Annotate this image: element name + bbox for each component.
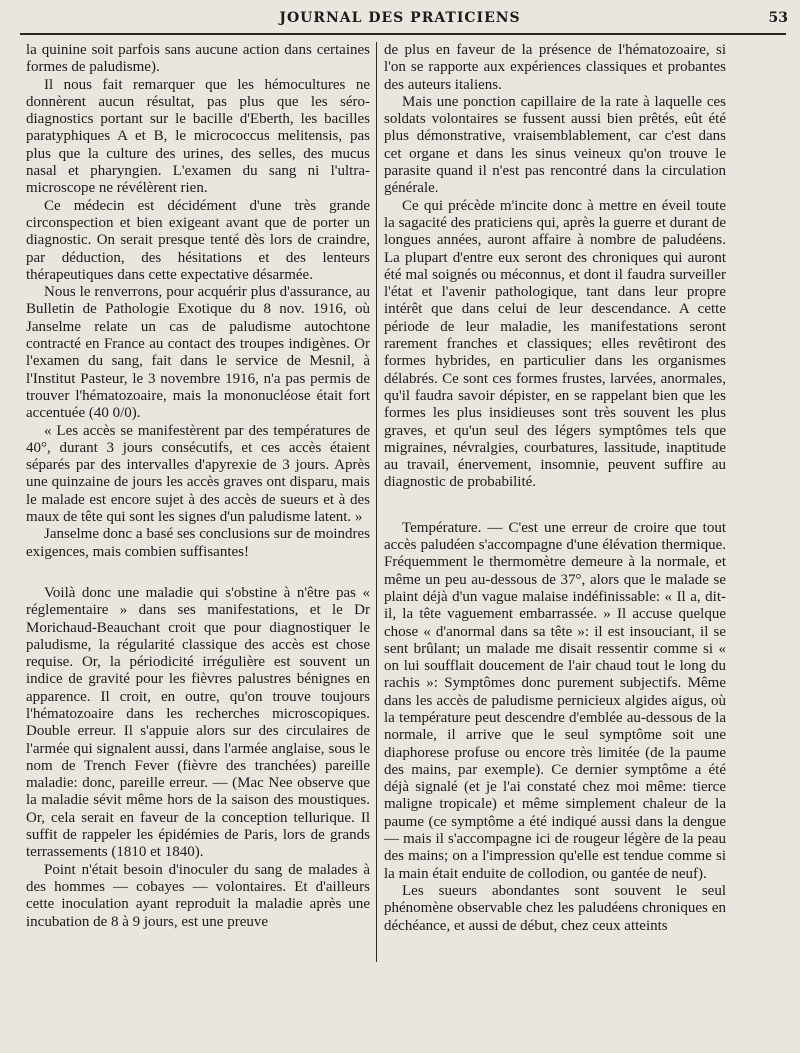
running-header (0, 6, 800, 32)
paragraph: Ce médecin est décidément d'une très grande circonspection et bien exigeant avant que de porter un diagnostic. On serait presque tenté dès lors de craindre, par déduction, des hésitations et des lenteurs thérapeutiques dans cette expectative désarmée. (26, 197, 370, 283)
header-rule (20, 33, 786, 35)
paragraph: Ce qui précède m'incite donc à mettre en éveil toute la sagacité des praticiens qui, après la guerre et durant de longues années, auront affaire à nombre de paludéens. La plupart d'entre eux seront des chroniques qui auront été mal soignés ou méconnus, et dont il faudra surveiller l'état et l'avenir pathologique, tant dans leur propre intérêt que dans celui de leur descendance. A cette période de leur maladie, les manifestations seront rarement franches et classiques; elles revêtiront des formes hybrides, en particulier dans les organismes délabrés. Ce sont ces formes frustes, larvées, anormales, qu'il faudra savoir dépister, en se rappelant bien que les formes les plus insidieuses sont très souvent les plus graves, et qu'un seul des légers symptômes tels que migraines, névralgies, courbatures, lassitude, inaptitude au travail, énervement, insomnie, peuvent suffire au diagnostic de probabilité. (384, 197, 726, 491)
paragraph: Il nous fait remarquer que les hémocultures ne donnèrent aucun résultat, pas plus que les séro-diagnostics portant sur le bacille d'Eberth, les bacilles paratyphiques A et B, le micrococcus melitensis, pas plus que la culture des urines, des selles, des mucus nasal et pharyngien. L'examen du sang ni l'ultra-microscope ne révélèrent rien. (26, 76, 370, 197)
left-column (26, 42, 370, 931)
paragraph: de plus en faveur de la présence de l'hématozoaire, si l'on se rapporte aux expériences classiques et probantes des auteurs italiens. (384, 42, 726, 93)
paragraph: Les sueurs abondantes sont souvent le seul phénomène observable chez les paludéens chroniques en déchéance, et aussi de début, chez ceux atteints (384, 882, 726, 934)
column-divider (376, 42, 377, 962)
page-number: 53 (768, 10, 788, 26)
paragraph: Janselme donc a basé ses conclusions sur de moindres exigences, mais combien suffisantes! (26, 526, 370, 560)
right-column (384, 42, 726, 935)
quotation-paragraph: « Les accès se manifestèrent par des températures de 40°, durant 3 jours consécutifs, et ces accès étaient séparés par des intervalles d'apyrexie de 3 jours. Après une quinzaine de jours les accès graves ont disparu, mais le malade est encore sujet à des accès de sueurs et à des maux de tête qui sont les signes d'un paludisme latent. » (26, 422, 370, 526)
paragraph: Point n'était besoin d'inoculer du sang de malades à des hommes — cobayes — volontaires. Et d'ailleurs cette inoculation ayant reproduit la maladie après une incubation de 8 à 9 jours, est une preuve (26, 861, 370, 930)
paragraph: Mais une ponction capillaire de la rate à laquelle ces soldats volontaires se fussent aussi bien prêtés, eût été plus démonstrative, vraisemblablement, car c'est dans cet organe et dans les sinus veineux qu'on trouve le parasite quand il n'est pas rencontré dans la circulation générale. (384, 93, 726, 197)
journal-title: JOURNAL DES PRATICIENS (279, 10, 521, 26)
paragraph: Voilà donc une maladie qui s'obstine à n'être pas « réglementaire » dans ses manifestations, et le Dr Morichaud-Beauchant croit que pour diagnostiquer le paludisme, la régularité classique des accès est chose requise. Or, la périodicité irrégulière est souvent un indice de gravité pour les fièvres palustres bénignes en apparence. Il croit, en outre, qu'on trouve toujours l'hématozoaire dans les recherches microscopiques. Double erreur. Il s'appuie alors sur des circulaires de l'armée qui signalent aussi, dans l'armée anglaise, sous le nom de Trench Fever (fièvre des tranchées) pareille maladie: donc, pareille erreur. — (Mac Nee observe que la maladie sévit même hors de la saison des moustiques. Or, cela serait en faveur de la conception tellurique. Il suffit de rappeler les épidémies de Paris, lors de grands terrassements (1810 et 1840). (26, 584, 370, 861)
paragraph: Nous le renverrons, pour acquérir plus d'assurance, au Bulletin de Pathologie Exotique du 8 nov. 1916, où Janselme relate un cas de paludisme autochtone contracté en France au contact des troupes indigènes. Or l'examen du sang, fait dans le service de Mesnil, à l'Institut Pasteur, le 3 novembre 1916, n'a pas permis de trouver l'hématozoaire, mais la mononucléose était fort accentuée (40 0/0). (26, 284, 370, 422)
paragraph: la quinine soit parfois sans aucune action dans certaines formes de paludisme). (26, 42, 370, 76)
section-temperature: Température. — C'est une erreur de croire que tout accès paludéen s'accompagne d'une élévation thermique. Fréquemment le thermomètre demeure à la normale, et même un peu au-dessous de 37°, alors que le malade se plaint déjà d'un vague malaise indéfinissable: « Il a, dit-il, la tête vaguement embarrassée. » Il accuse quelque chose « d'anormal dans sa tête »: il est insouciant, il se sent brûlant; un malade me disait ressentir comme si « on lui soufflait doucement de l'air chaud tout le long du rachis »: Symptômes donc purement subjectifs. Même dans les accès de paludisme pernicieux algides aigus, où la température peut descendre d'emblée au-dessous de la normale, il arrive que le seul symptôme soit une diaphorese profuse ou encore très limitée (de la paume des mains, par exemple). Ce dernier symptôme a été déjà signalé (et je l'ai constaté chez moi même: tierce maligne tropicale) et même simplement chaleur de la paume (ce symptôme a été indiqué aussi dans la dengue — mais il s'accompagne ici de rougeur légère de la peau des mains; on a l'impression qu'elle est tendue comme si la main était enduite de collodion, ou gantée de neuf). (384, 519, 726, 882)
